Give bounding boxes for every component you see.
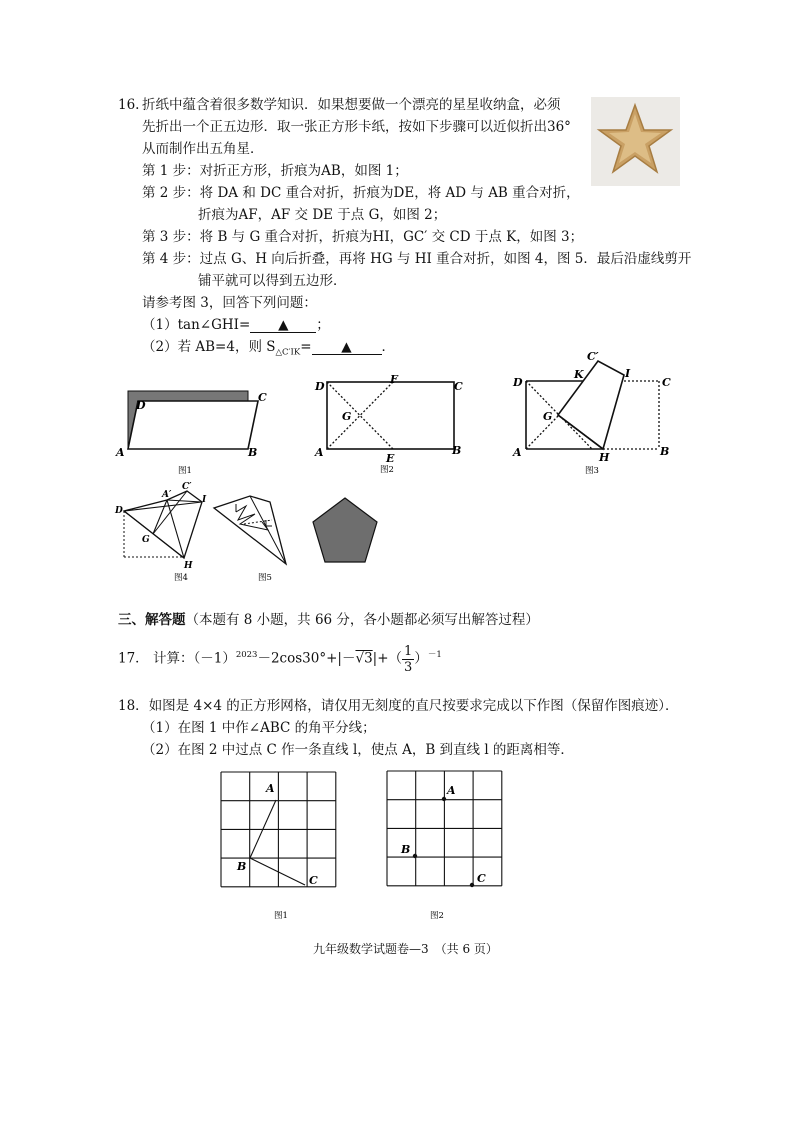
grid1-label-A: A xyxy=(266,782,275,795)
grid-figure-2 xyxy=(376,765,506,925)
fold-figure-2 xyxy=(312,373,470,477)
fold-figure-5 xyxy=(210,490,290,584)
fig4-label-H: H xyxy=(184,561,193,571)
fold-figure-4 xyxy=(112,480,212,584)
q18-line2: （1）在图 1 中作∠ABC 的角平分线； xyxy=(142,720,376,736)
q17-lead: 计算：（－1） xyxy=(152,650,236,667)
blank-triangle-icon: ▲ xyxy=(278,317,289,333)
fig1-label-D: D xyxy=(136,399,146,412)
q16-intro-line3: 从而制作出五角星． xyxy=(142,141,264,157)
fig4-caption: 图4 xyxy=(174,573,188,583)
fold-figure-1 xyxy=(112,385,272,477)
q18-text1: 如图是 4×4 的正方形网格，请仅用无刻度的直尺按要求完成以下作图（保留作图痕迹）． xyxy=(148,698,679,714)
q17-exponent2: －1 xyxy=(427,650,442,660)
fig3-label-K: K xyxy=(574,368,584,381)
q16-step3: 第 3 步：将 B 与 G 重合对折，折痕为HI，GC′ 交 CD 于点 K，如图 3； xyxy=(142,229,584,245)
q16-sub2-end: ． xyxy=(381,339,395,355)
q18-number: 18． xyxy=(118,698,149,714)
section3-heading xyxy=(118,611,539,629)
fig3-label-D: D xyxy=(513,376,523,389)
grid2-label-C: C xyxy=(477,872,486,885)
q17-sqrt: √3 xyxy=(355,650,373,667)
q17-mid2: |+（ xyxy=(372,650,403,667)
q17-line xyxy=(118,636,442,678)
fig3-label-Cprime: C′ xyxy=(587,350,599,363)
q18-line3: （2）在图 2 中过点 C 作一条直线 l，使点 A，B 到直线 l 的距离相等． xyxy=(142,742,574,758)
q16-sub2-eq: = xyxy=(300,339,312,355)
fig4-label-I: I xyxy=(202,495,207,505)
fig2-label-A: A xyxy=(315,446,324,459)
q16-step4b: 铺平就可以得到五边形． xyxy=(198,273,347,289)
q17-mid: －2cos30°+|－ xyxy=(257,650,356,667)
q16-sub2-label: （2）若 AB=4，则 S xyxy=(142,339,276,355)
fig1-label-C: C xyxy=(258,391,267,404)
fig4-label-D: D xyxy=(115,506,123,516)
fig4-label-Cprime: C′ xyxy=(182,482,192,492)
fig3-label-G: G xyxy=(543,410,553,423)
q16-step4a: 第 4 步：过点 G、H 向后折叠，再将 HG 与 HI 重合对折，如图 4，图 5．最后沿虚线剪开 xyxy=(142,251,692,267)
fig4-label-G: G xyxy=(142,535,150,545)
q17-frac-denominator: 3 xyxy=(404,659,413,675)
section3-title: 三、解答题 xyxy=(118,612,186,628)
fig3-label-C: C xyxy=(662,376,671,389)
fig2-label-B: B xyxy=(452,444,462,457)
section3-description: （本题有 8 小题，共 66 分，各小题都必须写出解答过程） xyxy=(185,612,539,628)
fold-figure-3 xyxy=(510,348,688,478)
fig1-label-B: B xyxy=(248,446,258,459)
q16-intro-line1: 折纸中蕴含着很多数学知识．如果想要做一个漂亮的星星收纳盒，必须 xyxy=(142,97,561,113)
fig4-label-Aprime: A′ xyxy=(162,490,172,500)
page-footer: 九年级数学试题卷—3 （共 6 页） xyxy=(313,942,498,956)
q16-sub2-answer-blank[interactable] xyxy=(312,340,382,355)
grid2-label-B: B xyxy=(401,843,411,856)
fig3-label-B: B xyxy=(660,445,670,458)
grid1-label-C: C xyxy=(309,874,318,887)
blank-triangle-icon: ▲ xyxy=(341,339,352,355)
grid2-label-A: A xyxy=(447,784,456,797)
q17-close: ） xyxy=(414,650,428,667)
q16-sub1 xyxy=(142,316,330,334)
fig2-caption: 图2 xyxy=(380,465,394,475)
regular-pentagon-shape xyxy=(310,495,380,571)
fig3-caption: 图3 xyxy=(585,466,599,476)
fig3-label-A: A xyxy=(513,446,522,459)
q16-step1: 第 1 步：对折正方形，折痕为AB，如图 1； xyxy=(142,163,408,179)
star-tray-photo-icon xyxy=(591,97,680,186)
grid2-caption: 图2 xyxy=(430,911,444,921)
grid1-label-B: B xyxy=(237,860,247,873)
fig2-label-F: F xyxy=(390,373,398,386)
fig2-label-G: G xyxy=(342,410,352,423)
fig2-label-D: D xyxy=(315,380,325,393)
q17-fraction xyxy=(402,644,414,675)
fig1-caption: 图1 xyxy=(178,466,192,476)
q17-frac-numerator: 1 xyxy=(404,643,413,659)
q16-prompt: 请参考图 3，回答下列问题： xyxy=(142,295,317,311)
q18-line1 xyxy=(118,697,679,715)
grid1-caption: 图1 xyxy=(274,911,288,921)
q16-sub2-subscript: △C′IK xyxy=(275,347,301,358)
q16-number: 16. xyxy=(118,97,140,113)
q17-number: 17． xyxy=(118,650,149,667)
q17-exponent: 2023 xyxy=(235,650,258,660)
fig1-label-A: A xyxy=(116,446,125,459)
q16-step2a: 第 2 步：将 DA 和 DC 重合对折，折痕为DE，将 AD 与 AB 重合对折， xyxy=(142,185,580,201)
grid-figure-1 xyxy=(210,765,340,925)
q16-step2b: 折痕为AF，AF 交 DE 于点 G，如图 2； xyxy=(198,207,447,223)
q16-sub1-end: ； xyxy=(316,317,330,333)
q16-sub1-label: （1）tan∠GHI= xyxy=(142,317,251,333)
fig2-label-E: E xyxy=(386,452,395,465)
fig3-label-I: I xyxy=(625,367,631,380)
q16-intro-line2: 先折出一个正五边形．取一张正方形卡纸，按如下步骤可以近似折出36° xyxy=(142,119,571,135)
fig5-caption: 图5 xyxy=(258,573,272,583)
q16-sub1-answer-blank[interactable] xyxy=(250,318,316,333)
q16-sub2 xyxy=(142,338,395,362)
fig3-label-H: H xyxy=(599,451,610,464)
fig2-label-C: C xyxy=(454,380,463,393)
